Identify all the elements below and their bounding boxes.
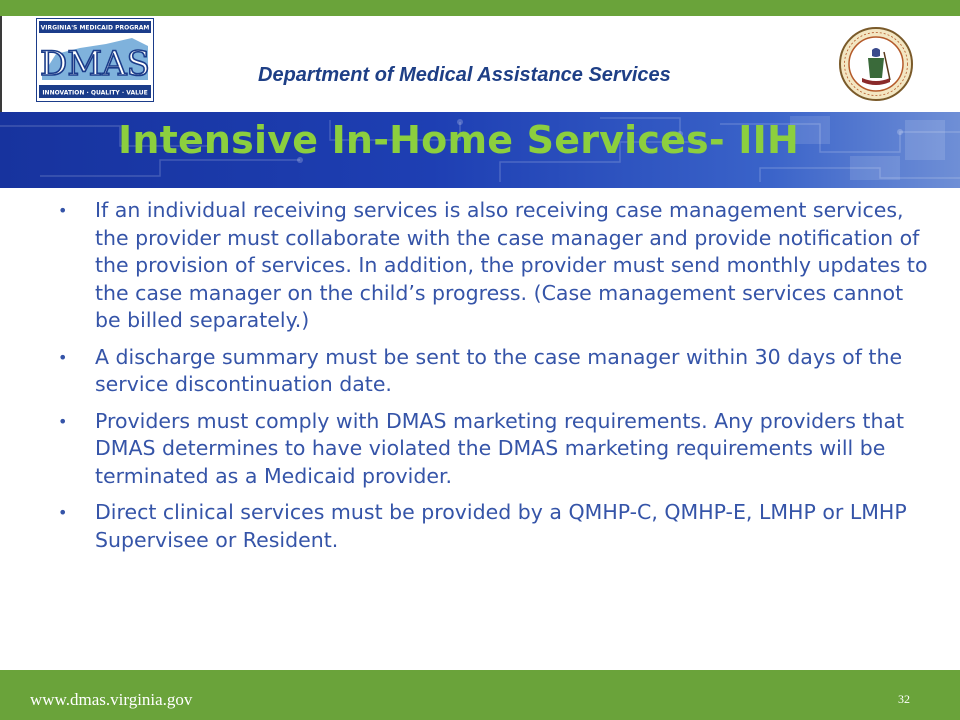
bullet-text: A discharge summary must be sent to the case manager within 30 days of the service discontinuation date. <box>95 344 903 396</box>
bullet-text: Direct clinical services must be provided by a QMHP-C, QMHP-E, LMHP or LMHP Supervisee or Resident. <box>95 500 907 552</box>
bullet-dot-icon: • <box>58 201 68 220</box>
bullet-dot-icon: • <box>58 411 68 431</box>
bullet-dot-icon: • <box>58 347 68 367</box>
bullet-item <box>58 344 928 399</box>
virginia-seal-icon <box>838 26 914 102</box>
bullet-text: Providers must comply with DMAS marketing requirements. Any providers that DMAS determines to have violated the DMAS marketing requirements will be terminated as a Medicaid provider. <box>95 408 905 488</box>
logo-name: DMAS <box>40 44 150 84</box>
page-number: 32 <box>898 692 910 706</box>
bullet-item <box>58 197 928 335</box>
dmas-logo-icon <box>36 18 154 102</box>
bullet-dot-icon: • <box>58 503 68 522</box>
logo-top-text: VIRGINIA'S MEDICAID PROGRAM <box>40 24 150 32</box>
top-green-bar <box>0 0 960 16</box>
footer-url-link[interactable]: www.dmas.virginia.gov <box>30 690 193 709</box>
bullet-text: If an individual receiving services is also receiving case management services, the provider must collaborate with the case manager and provide notification of the provision of services. In addition, the provider must send monthly updates to the case manager on the child’s progress. (Case management services cannot be billed separately.) <box>95 198 928 332</box>
header-left-border <box>0 16 2 112</box>
logo-tagline: INNOVATION · QUALITY · VALUE <box>42 89 148 97</box>
slide-title: Intensive In-Home Services- IIH <box>118 118 799 162</box>
department-name: Department of Medical Assistance Services <box>258 64 671 86</box>
bullet-list <box>58 197 928 563</box>
bullet-item <box>58 408 928 491</box>
bullet-item <box>58 499 928 554</box>
